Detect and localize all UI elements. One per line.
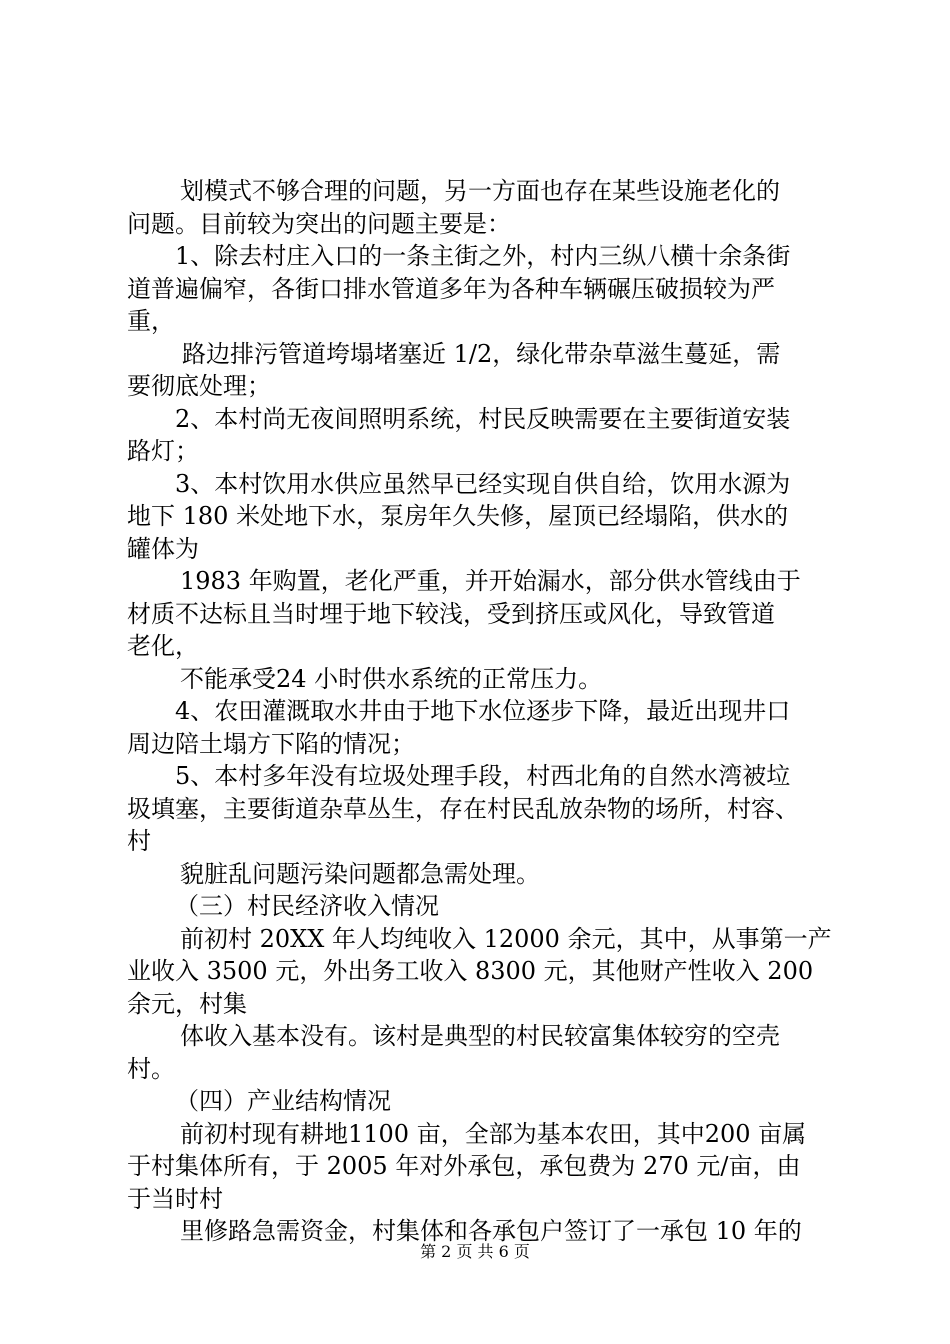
text-line: 于当时村 [127, 1185, 223, 1213]
section-heading: （三）村民经济收入情况 [175, 892, 439, 920]
text-line: 划模式不够合理的问题，另一方面也存在某些设施老化的 [180, 177, 780, 205]
text-line: 材质不达标且当时埋于地下较浅，受到挤压或风化，导致管道 [127, 600, 775, 628]
text-line: 里修路急需资金，村集体和各承包户签订了一承包 10 年的 [180, 1217, 802, 1245]
text-line: 4、农田灌溉取水井由于地下水位逐步下降，最近出现井口 [175, 697, 791, 725]
text-line: 重， [127, 307, 175, 335]
text-line: 老化， [127, 632, 199, 660]
text-line: 道普遍偏窄，各街口排水管道多年为各种车辆碾压破损较为严 [127, 275, 775, 303]
text-line: 余元，村集 [127, 990, 247, 1018]
text-line: 要彻底处理； [127, 372, 271, 400]
text-line: 1、除去村庄入口的一条主街之外，村内三纵八横十余条街 [175, 242, 791, 270]
text-line: 不能承受24 小时供水系统的正常压力。 [180, 665, 603, 693]
section-heading: （四）产业结构情况 [175, 1087, 391, 1115]
text-line: 前初村 20XX 年人均纯收入 12000 余元，其中，从事第一产 [180, 925, 832, 953]
text-line: 周边陪土塌方下陷的情况； [127, 730, 415, 758]
text-line: 村。 [127, 1055, 175, 1083]
text-line: 前初村现有耕地1100 亩，全部为基本农田，其中200 亩属 [180, 1120, 807, 1148]
text-line: 于村集体所有，于 2005 年对外承包，承包费为 270 元/亩，由 [127, 1152, 801, 1180]
text-line: 村 [127, 827, 151, 855]
page-number-footer: 第 2 页 共 6 页 [420, 1242, 530, 1261]
text-line: 地下 180 米处地下水，泵房年久失修，屋顶已经塌陷，供水的 [127, 502, 789, 530]
text-line: 5、本村多年没有垃圾处理手段，村西北角的自然水湾被垃 [175, 762, 791, 790]
text-line: 业收入 3500 元，外出务工收入 8300 元，其他财产性收入 200 [127, 957, 814, 985]
text-line: 问题。目前较为突出的问题主要是： [127, 210, 511, 238]
text-line: 3、本村饮用水供应虽然早已经实现自供自给，饮用水源为 [175, 470, 791, 498]
text-line: 貌脏乱问题污染问题都急需处理。 [180, 860, 540, 888]
text-line: 路边排污管道垮塌堵塞近 1/2，绿化带杂草滋生蔓延，需 [182, 340, 781, 368]
text-line: 罐体为 [127, 535, 199, 563]
text-line: 体收入基本没有。该村是典型的村民较富集体较穷的空壳 [180, 1022, 780, 1050]
text-line: 路灯； [127, 437, 199, 465]
text-line: 1983 年购置，老化严重，并开始漏水，部分供水管线由于 [180, 567, 801, 595]
text-line: 圾填塞，主要街道杂草丛生，存在村民乱放杂物的场所，村容、 [127, 795, 799, 823]
text-line: 2、本村尚无夜间照明系统，村民反映需要在主要街道安装 [175, 405, 791, 433]
